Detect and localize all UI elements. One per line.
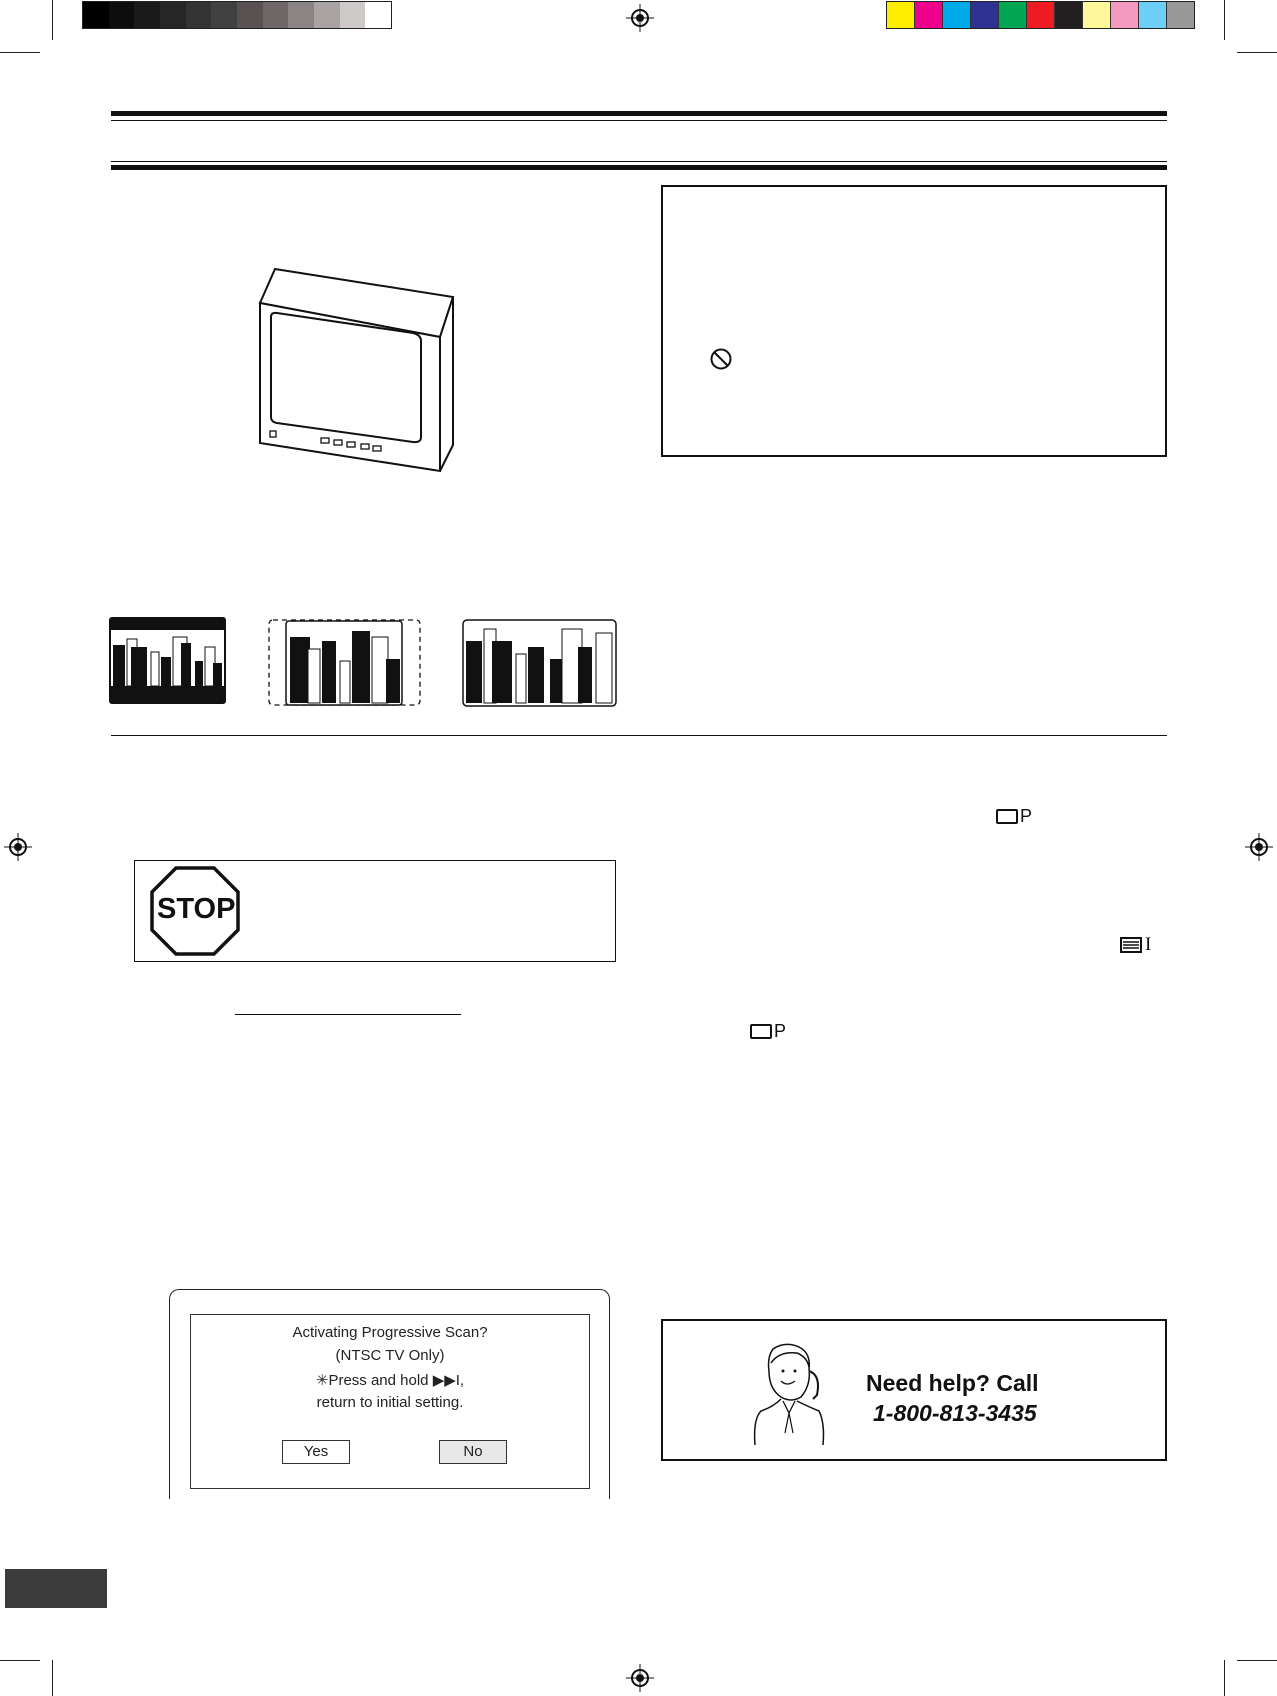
dialog-line-4: return to initial setting. [316, 1394, 464, 1411]
header-rule [111, 161, 1167, 162]
widescreen-image [462, 619, 617, 707]
progressive-indicator [750, 1021, 786, 1041]
dialog-line-1: Activating Progressive Scan? [292, 1324, 488, 1341]
registration-target-icon [4, 833, 32, 861]
screen-icon [996, 809, 1018, 824]
screen-icon [750, 1024, 772, 1039]
tv-monitor-illustration [255, 265, 455, 475]
help-title: Need help? Call [866, 1370, 1039, 1396]
progressive-label: P [1020, 805, 1033, 826]
progressive-scan-dialog [190, 1314, 590, 1489]
page-tab [5, 1569, 107, 1608]
crop-mark [1224, 1660, 1225, 1696]
color-registration-bar [886, 1, 1195, 29]
section-rule [111, 735, 1167, 736]
crop-mark [0, 1660, 40, 1661]
dialog-line-2: (NTSC TV Only) [335, 1347, 445, 1364]
registration-target-icon [1245, 833, 1273, 861]
header-rule [111, 120, 1167, 121]
crop-mark [1237, 52, 1277, 53]
gray-registration-bar [82, 1, 392, 29]
crop-mark [52, 1660, 53, 1696]
header-rule [111, 111, 1167, 116]
interlace-label: I [1145, 934, 1152, 955]
help-box [661, 1319, 1167, 1461]
crop-mark [52, 0, 53, 40]
crop-mark [0, 52, 40, 53]
tv-screen-frame [169, 1289, 610, 1499]
interlace-indicator [1120, 935, 1151, 955]
no-button[interactable]: No [439, 1440, 507, 1464]
underline-rule [235, 1014, 461, 1015]
yes-button[interactable]: Yes [282, 1440, 350, 1464]
crop-mark [1224, 0, 1225, 40]
progressive-indicator [996, 806, 1032, 826]
notice-box [661, 185, 1167, 457]
header-rule [111, 165, 1167, 170]
help-phone-number: 1-800-813-3435 [873, 1400, 1037, 1426]
letterbox-screen-image [109, 617, 226, 704]
woman-on-phone-illustration [751, 1341, 831, 1447]
dialog-line-3: ✳Press and hold ▶▶I, [315, 1372, 465, 1389]
crop-mark [1237, 1660, 1277, 1661]
interlace-screen-icon [1120, 937, 1142, 953]
progressive-label: P [774, 1020, 787, 1041]
stop-sign-label: STOP [157, 893, 236, 925]
registration-target-icon [626, 4, 654, 32]
prohibited-icon [709, 347, 733, 371]
stop-warning-box [134, 860, 616, 962]
pan-scan-screen-image [268, 619, 421, 706]
registration-target-icon [626, 1664, 654, 1692]
